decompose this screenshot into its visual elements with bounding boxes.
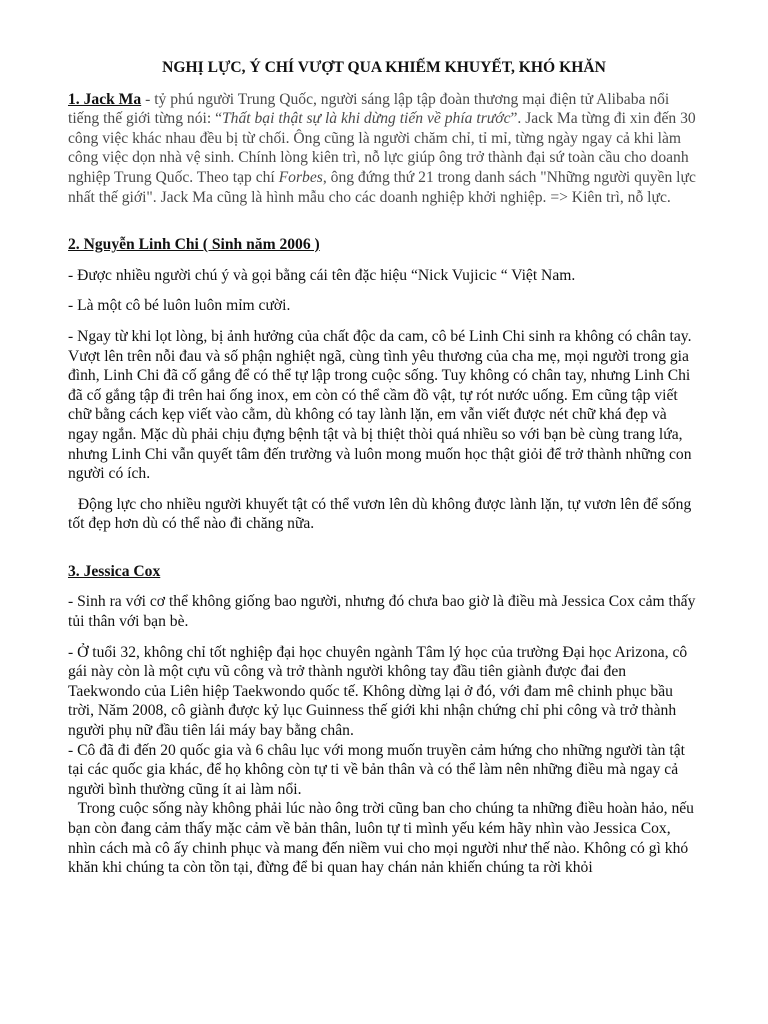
jack-ma-text-1: - tỷ phú người Trung Quốc, người sáng lập tập đoàn thương mại điện tử Alibaba nổi tiếng thế giới từng nói: “	[68, 90, 670, 128]
linh-chi-paragraph-3: - Ngay từ khi lọt lòng, bị ảnh hưởng của chất độc da cam, cô bé Linh Chi sinh ra không có chân tay. Vượt lên trên nỗi đau và số phận nghiệt ngã, cùng tình yêu thương của cha mẹ, mọi người trong gia đình, Linh Chi đã cố gắng để có thể tự lập trong cuộc sống. Tuy không có chân tay, nhưng Linh Chi đã cố gắng tập đi trên hai ống inox, em còn có thể cầm đồ vật, tự rót nước uống. Em cũng tập viết chữ bằng cách kẹp viết vào cằm, dù không có tay lành lặn, em vẫn viết được nét chữ khá đẹp và ngay ngắn. Mặc dù phải chịu đựng bệnh tật và bị thiệt thòi quá nhiều so với bạn bè cùng trang lứa, nhưng Linh Chi vẫn quyết tâm đến trường và luôn mong muốn học thật giỏi để trở thành những con người có ích.	[68, 327, 692, 483]
linh-chi-conclusion	[68, 495, 700, 534]
linh-chi-paragraph-1: - Được nhiều người chú ý và gọi bằng cái tên đặc hiệu “Nick Vujicic “ Việt Nam.	[68, 266, 576, 284]
jack-ma-quote: Thất bại thật sự là khi dừng tiến về phía trước	[222, 110, 511, 128]
section-heading-linh-chi-wrap	[68, 235, 700, 255]
jessica-paragraph-2: - Ở tuổi 32, không chỉ tốt nghiệp đại học chuyên ngành Tâm lý học của trường Đại học Arizona, cô gái này còn là một cựu vũ công và trở thành người không tay đầu tiên giành được đai đen Taekwondo của Liên hiệp Taekwondo quốc tế. Không dừng lại ở đó, với đam mê chinh phục bầu trời, Năm 2008, cô giành được kỷ lục Guinness thế giới khi nhận chứng chỉ phi công và trở thành người phụ nữ đầu tiên lái máy bay bằng chân.	[68, 643, 688, 740]
section-jack-ma	[68, 90, 700, 208]
jack-ma-text-3: , ông đứng thứ 21 trong danh sách "Những người quyền lực nhất thế giới". Jack Ma cũng là hình mẫu cho các doanh nghiệp khởi nghiệp. => Kiên trì, nỗ lực.	[68, 168, 696, 206]
section-heading-jessica-cox-wrap	[68, 562, 700, 582]
jessica-paragraph-1: - Sinh ra với cơ thể không giống bao người, nhưng đó chưa bao giờ là điều mà Jessica Cox cảm thấy tủi thân với bạn bè.	[68, 593, 696, 631]
section-heading-linh-chi: 2. Nguyễn Linh Chi ( Sinh năm 2006 )	[68, 236, 320, 254]
jessica-conclusion	[68, 799, 700, 877]
jack-ma-text-2: ”. Jack Ma từng đi xin đến 30 công việc khác nhau đều bị từ chối. Ông cũng là người chăm chỉ, tỉ mỉ, từng ngày ngay cả khi làm công việc dọn nhà vệ sinh. Chính lòng kiên trì, nỗ lực giúp ông trở thành đại sứ toàn cầu cho doanh nghiệp Trung Quốc. Theo tạp chí	[68, 110, 696, 186]
linh-chi-conclusion-text: Động lực cho nhiều người khuyết tật có thể vươn lên dù không được lành lặn, tự vươn lên để sống tốt đẹp hơn dù có thể nào đi chăng nữa.	[68, 495, 692, 533]
forbes-name: Forbes	[278, 168, 323, 186]
linh-chi-paragraph-2: - Là một cô bé luôn luôn mỉm cười.	[68, 297, 291, 315]
jessica-paragraph-3: - Cô đã đi đến 20 quốc gia và 6 châu lục với mong muốn truyền cảm hứng cho những người tàn tật tại các quốc gia khác, để họ không còn tự ti về bản thân và có thể làm nên những điều mà ngay cả người bình thường cũng ít ai làm nổi.	[68, 741, 685, 798]
jessica-conclusion-text: Trong cuộc sống này không phải lúc nào ông trời cũng ban cho chúng ta những điều hoàn hảo, nếu bạn còn đang cảm thấy mặc cảm về bản thân, luôn tự ti mình yếu kém hãy nhìn vào Jessica Cox, nhìn cách mà cô ấy chinh phục và mang đến niềm vui cho mọi người như thế nào. Không có gì khó khăn khi chúng ta còn tồn tại, đừng để bi quan hay chán nản khiến chúng ta rời khỏi	[68, 800, 694, 877]
section-heading-jessica-cox: 3. Jessica Cox	[68, 562, 161, 580]
document-title: NGHỊ LỰC, Ý CHÍ VƯỢT QUA KHIẾM KHUYẾT, KHÓ KHĂN	[162, 59, 606, 76]
section-heading-jack-ma: 1. Jack Ma	[68, 90, 142, 108]
